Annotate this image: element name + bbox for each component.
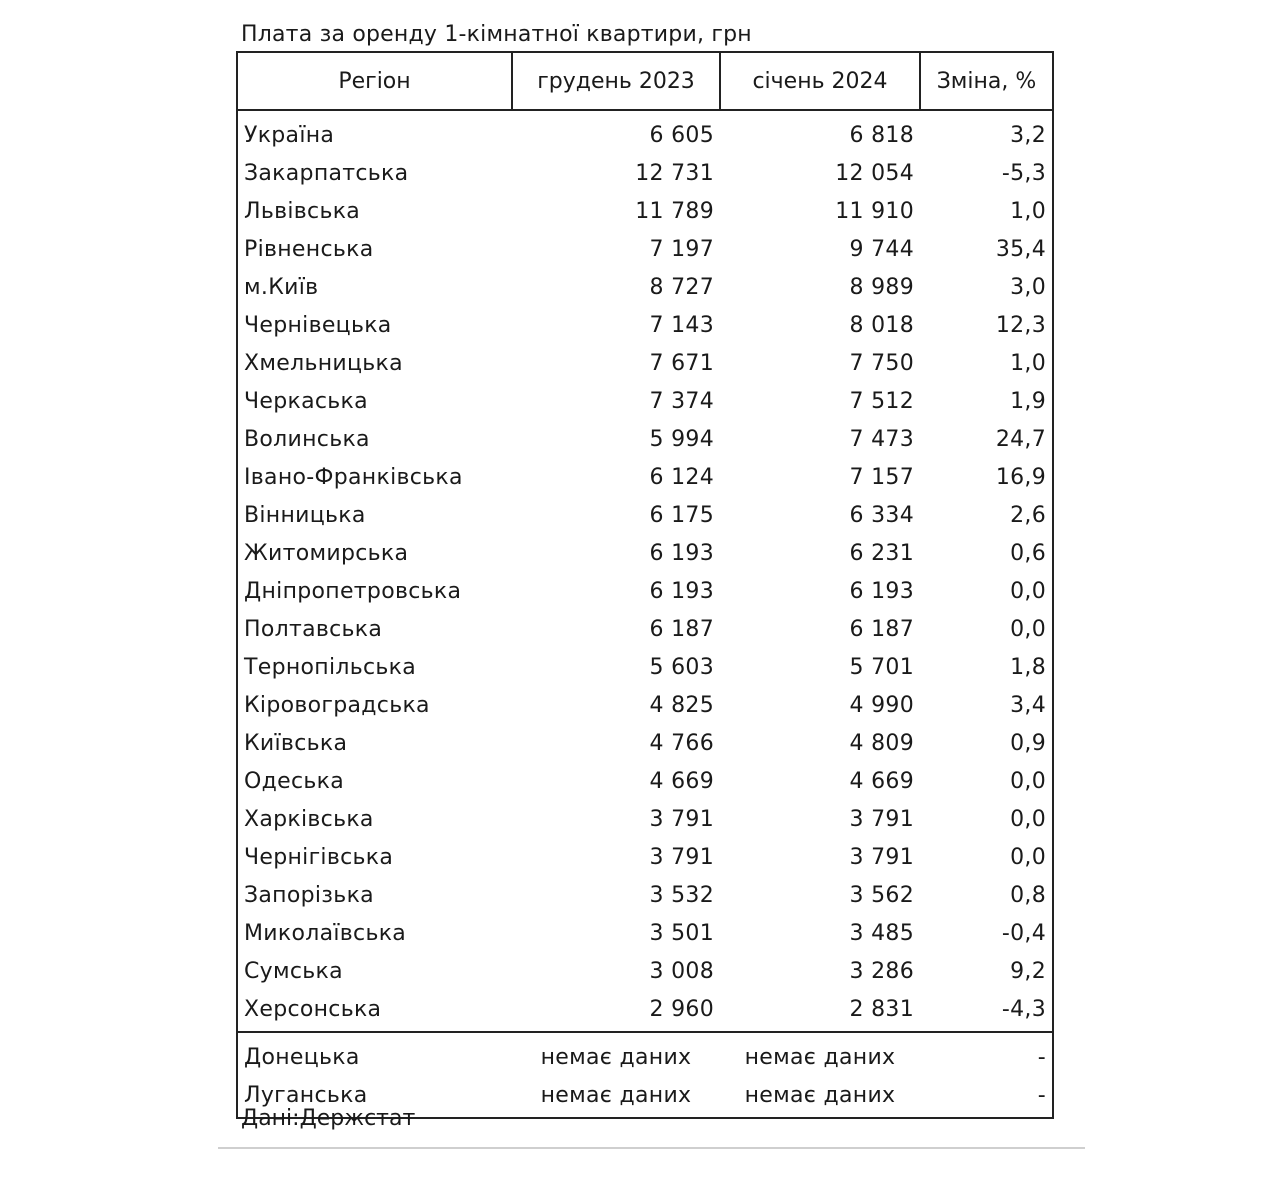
change-cell: 1,9 [1010, 388, 1046, 414]
change-cell: 1,0 [1010, 198, 1046, 224]
region-cell: Харківська [244, 806, 374, 832]
dec-2023-cell: немає даних [512, 1032, 720, 1076]
table-row [237, 382, 1053, 420]
change-cell: 0,0 [1010, 806, 1046, 832]
header-region: Регіон [237, 52, 512, 110]
region-cell: Миколаївська [244, 920, 407, 946]
table-row [237, 648, 1053, 686]
dec-2023-cell: 6 605 [649, 122, 714, 148]
region-cell: Кіровоградська [244, 692, 430, 718]
jan-2024-cell: 12 054 [835, 160, 914, 186]
region-cell: Закарпатська [244, 160, 409, 186]
region-cell: Рівненська [244, 236, 374, 262]
region-cell: Черкаська [244, 388, 368, 414]
table-row [237, 724, 1053, 762]
jan-2024-cell: 6 818 [849, 122, 914, 148]
change-cell: - [1037, 1082, 1046, 1108]
dec-2023-cell: немає даних [540, 1082, 692, 1108]
jan-2024-cell: 3 791 [849, 844, 914, 870]
change-cell: -0,4 [1001, 920, 1046, 946]
jan-2024-cell: 6 193 [849, 578, 914, 604]
table-row [237, 268, 1053, 306]
table-title: Плата за оренду 1-кімнатної квартири, грн [241, 22, 752, 47]
bottom-divider [218, 1147, 1085, 1149]
region-cell: Україна [244, 122, 335, 148]
table-row [237, 876, 1053, 914]
table-row [237, 572, 1053, 610]
jan-2024-cell: 7 473 [849, 426, 914, 452]
dec-2023-cell: 4 669 [649, 768, 714, 794]
jan-2024-cell: 4 809 [849, 730, 914, 756]
jan-2024-cell: 11 910 [835, 198, 914, 224]
dec-2023-cell: 6 193 [649, 540, 714, 566]
dec-2023-cell: 3 501 [649, 920, 714, 946]
region-cell: Одеська [244, 768, 344, 794]
table-row [237, 110, 1053, 154]
jan-2024-cell: 2 831 [849, 996, 914, 1022]
jan-2024-cell: 8 018 [849, 312, 914, 338]
jan-2024-cell: 8 989 [849, 274, 914, 300]
table-row [237, 496, 1053, 534]
rent-table [236, 51, 1054, 1119]
dec-2023-cell: 7 197 [649, 236, 714, 262]
change-cell: 9,2 [1010, 958, 1046, 984]
region-cell: Львівська [244, 198, 361, 224]
header-change-pct: Зміна, % [920, 52, 1053, 110]
region-cell: Донецька [237, 1032, 512, 1076]
table-row [237, 192, 1053, 230]
jan-2024-cell: 6 187 [849, 616, 914, 642]
jan-2024-cell: 3 562 [849, 882, 914, 908]
region-cell: Чернівецька [244, 312, 392, 338]
change-cell: 0,0 [1010, 768, 1046, 794]
change-cell: 0,0 [1010, 616, 1046, 642]
region-cell: Вінницька [244, 502, 366, 528]
dec-2023-cell: 8 727 [649, 274, 714, 300]
jan-2024-cell: 9 744 [849, 236, 914, 262]
change-cell: -4,3 [1001, 996, 1046, 1022]
change-cell: 12,3 [995, 312, 1046, 338]
dec-2023-cell: 12 731 [635, 160, 714, 186]
dec-2023-cell: 3 791 [649, 806, 714, 832]
region-cell: Хмельницька [244, 350, 403, 376]
jan-2024-cell: 4 990 [849, 692, 914, 718]
table-row [237, 154, 1053, 192]
region-cell: Полтавська [244, 616, 383, 642]
jan-2024-cell: 3 286 [849, 958, 914, 984]
dec-2023-cell: 7 143 [649, 312, 714, 338]
change-cell: 3,2 [1010, 122, 1046, 148]
table-row [237, 230, 1053, 268]
dec-2023-cell: 6 175 [649, 502, 714, 528]
dec-2023-cell: 5 994 [649, 426, 714, 452]
change-cell: 16,9 [995, 464, 1046, 490]
table-row [237, 762, 1053, 800]
header-jan-2024: січень 2024 [720, 52, 920, 110]
table-row [237, 344, 1053, 382]
region-cell: Чернігівська [244, 844, 394, 870]
jan-2024-cell: 5 701 [849, 654, 914, 680]
change-cell: 2,6 [1010, 502, 1046, 528]
header-dec-2023: грудень 2023 [512, 52, 720, 110]
change-cell: 0,0 [1010, 578, 1046, 604]
no-data-row [237, 1032, 1053, 1076]
dec-2023-cell: 6 187 [649, 616, 714, 642]
jan-2024-cell: немає даних [744, 1082, 896, 1108]
change-cell: 35,4 [995, 236, 1046, 262]
change-cell: 3,4 [1010, 692, 1046, 718]
jan-2024-cell: 3 791 [849, 806, 914, 832]
jan-2024-cell: 7 750 [849, 350, 914, 376]
dec-2023-cell: 6 193 [649, 578, 714, 604]
change-cell: 0,8 [1010, 882, 1046, 908]
jan-2024-cell: 7 157 [849, 464, 914, 490]
region-cell: Київська [244, 730, 348, 756]
region-cell: Житомирська [244, 540, 409, 566]
table-row [237, 610, 1053, 648]
dec-2023-cell: 7 671 [649, 350, 714, 376]
table-row [237, 306, 1053, 344]
table-row [237, 952, 1053, 990]
jan-2024-cell: 6 334 [849, 502, 914, 528]
change-cell: - [920, 1032, 1053, 1076]
change-cell: -5,3 [1001, 160, 1046, 186]
dec-2023-cell: 7 374 [649, 388, 714, 414]
region-cell: Волинська [244, 426, 370, 452]
header-row [237, 52, 1053, 110]
jan-2024-cell: 6 231 [849, 540, 914, 566]
table-row [237, 534, 1053, 572]
dec-2023-cell: 6 124 [649, 464, 714, 490]
table-body [237, 110, 1053, 1032]
change-cell: 1,8 [1010, 654, 1046, 680]
change-cell: 1,0 [1010, 350, 1046, 376]
jan-2024-cell: 3 485 [849, 920, 914, 946]
jan-2024-cell: 7 512 [849, 388, 914, 414]
dec-2023-cell: 4 825 [649, 692, 714, 718]
region-cell: Тернопільська [244, 654, 417, 680]
change-cell: 0,9 [1010, 730, 1046, 756]
change-cell: 0,6 [1010, 540, 1046, 566]
dec-2023-cell: 11 789 [635, 198, 714, 224]
dec-2023-cell: 2 960 [649, 996, 714, 1022]
change-cell: 0,0 [1010, 844, 1046, 870]
dec-2023-cell: 3 532 [649, 882, 714, 908]
table-row [237, 914, 1053, 952]
table-row [237, 800, 1053, 838]
region-cell: м.Київ [244, 274, 319, 300]
region-cell: Херсонська [244, 996, 382, 1022]
data-source-note: Дані:Держстат [241, 1106, 416, 1131]
table-row [237, 420, 1053, 458]
table-row [237, 686, 1053, 724]
change-cell: 3,0 [1010, 274, 1046, 300]
jan-2024-cell: 4 669 [849, 768, 914, 794]
region-cell: Сумська [244, 958, 343, 984]
table-row [237, 990, 1053, 1032]
region-cell: Дніпропетровська [244, 578, 462, 604]
jan-2024-cell: немає даних [720, 1032, 920, 1076]
dec-2023-cell: 3 791 [649, 844, 714, 870]
table-row [237, 838, 1053, 876]
region-cell: Запорізька [244, 882, 374, 908]
dec-2023-cell: 3 008 [649, 958, 714, 984]
dec-2023-cell: 4 766 [649, 730, 714, 756]
region-cell: Івано-Франківська [244, 464, 463, 490]
change-cell: 24,7 [995, 426, 1046, 452]
region-cell: Луганська [244, 1082, 368, 1108]
dec-2023-cell: 5 603 [649, 654, 714, 680]
table-row [237, 458, 1053, 496]
